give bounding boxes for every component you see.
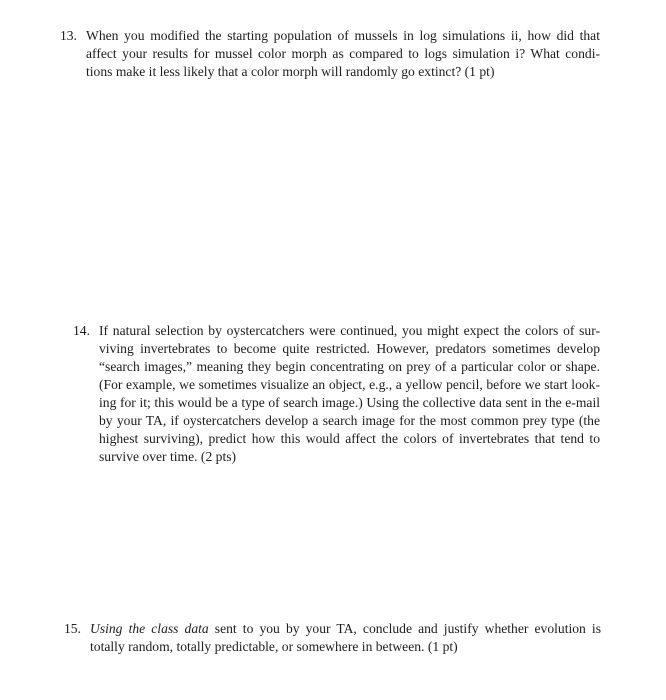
- question-line: viving invertebrates to become quite restricted. However, predators sometimes develop: [99, 341, 600, 356]
- question-line: When you modified the starting population of mussels in log simulations ii, how did that: [86, 28, 600, 43]
- question-line: by your TA, if oystercatchers develop a search image for the most common prey type (the: [99, 413, 600, 428]
- italic-phrase: Using the class data: [90, 621, 209, 636]
- question-text: [90, 620, 601, 656]
- question-line: highest surviving), predict how this would affect the colors of invertebrates that tend to: [99, 431, 600, 446]
- question-line: “search images,” meaning they begin concentrating on prey of a particular color or shape.: [99, 359, 600, 374]
- question-text: [99, 322, 600, 466]
- question-line: affect your results for mussel color morph as compared to logs simulation i? What condi-: [86, 46, 600, 61]
- question-line: (For example, we sometimes visualize an object, e.g., a yellow pencil, before we start look-: [99, 377, 600, 392]
- question-13: [60, 27, 600, 81]
- question-text: [86, 27, 600, 81]
- question-line: [90, 620, 601, 638]
- question-line: If natural selection by oystercatchers were continued, you might expect the colors of sur-: [99, 323, 600, 338]
- question-number: 15.: [64, 621, 81, 636]
- question-line: ing for it; this would be a type of search image.) Using the collective data sent in the e-mail: [99, 395, 600, 410]
- question-14: [73, 322, 600, 466]
- question-line: totally random, totally predictable, or somewhere in between. (1 pt): [90, 639, 458, 654]
- question-line: survive over time. (2 pts): [99, 449, 237, 464]
- question-line-rest: sent to you by your TA, conclude and justify whether evolution is: [208, 621, 601, 636]
- question-15: [64, 620, 601, 656]
- question-line: tions make it less likely that a color morph will randomly go extinct? (1 pt): [86, 64, 495, 79]
- question-number: 14.: [73, 323, 90, 338]
- question-number: 13.: [60, 28, 77, 43]
